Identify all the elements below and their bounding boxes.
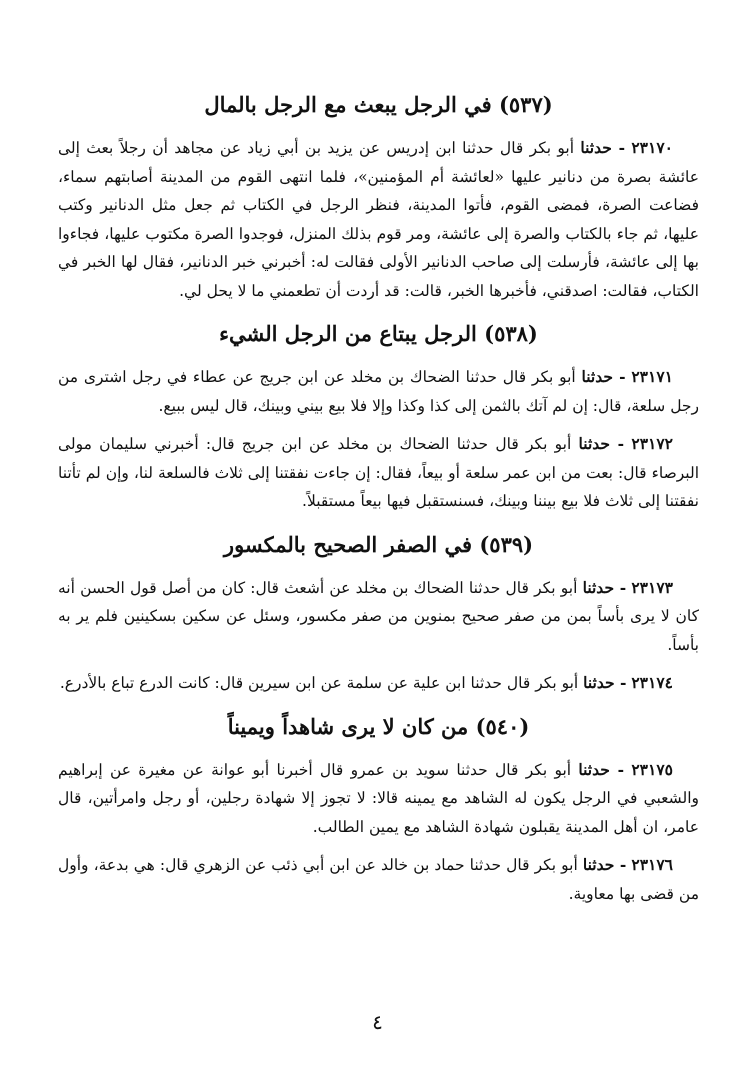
- page-number: ٤: [372, 1010, 383, 1034]
- hadith-number: ٢٣١٧٥: [631, 759, 673, 779]
- chapter-537: [58, 90, 699, 305]
- hadith-lead: - حدثنا: [578, 759, 625, 779]
- hadith-23175: [58, 756, 699, 842]
- hadith-text: أبو بكر قال حدثنا الضحاك بن مخلد عن أشعث قال: كان من أصل قول الحسن أنه كان لا يرى بأساً بمن من صفر صحيح بمنوين من صفر مكسور، وسئل عن سكين بسكينين فلم ير به بأساً.: [58, 578, 699, 654]
- hadith-lead: - حدثنا: [580, 138, 626, 157]
- hadith-number: ٢٣١٧٠: [631, 138, 673, 157]
- hadith-23170: [58, 134, 699, 305]
- hadith-23174: [58, 669, 699, 698]
- page-body: [58, 90, 699, 922]
- hadith-number: ٢٣١٧٤: [631, 673, 673, 692]
- hadith-text: أبو بكر قال حدثنا حماد بن خالد عن ابن أبي ذئب عن الزهري قال: هي بدعة، وأول من قضى بها معاوية.: [58, 856, 699, 903]
- hadith-lead: - حدثنا: [583, 673, 627, 692]
- hadith-number: ٢٣١٧٦: [631, 855, 674, 874]
- hadith-lead: - حدثنا: [578, 434, 625, 453]
- chapter-539: [58, 530, 699, 698]
- hadith-23173: [58, 574, 699, 660]
- hadith-text: أبو بكر قال حدثنا ابن علية عن سلمة عن ابن سيرين قال: كانت الدرع تباع بالأدرع.: [59, 674, 579, 692]
- chapter-title: (٥٣٧) في الرجل يبعث مع الرجل بالمال: [204, 92, 553, 117]
- chapter-title: (٥٣٨) الرجل يبتاع من الرجل الشيء: [219, 321, 538, 346]
- hadith-23172: [58, 430, 699, 516]
- hadith-23171: [58, 363, 699, 420]
- hadith-23176: [58, 851, 699, 908]
- hadith-text: أبو بكر قال حدثنا سويد بن عمرو قال أخبرنا أبو عوانة عن مغيرة عن إبراهيم والشعبي في الرجل يكون له الشاهد مع يمينه قالا: لا تجوز إلا شهادة رجلين، أو رجل وامرأتين، قال عامر، ان أهل المدينة يقبلون شهادة الشاهد مع يمين الطالب.: [58, 760, 699, 836]
- chapter-540: [58, 712, 699, 909]
- hadith-text: أبو بكر قال حدثنا الضحاك بن مخلد عن ابن جريج عن عطاء في رجل اشترى من رجل سلعة، قال: إن لم آتك بالثمن إلى كذا وكذا وإلا فلا بيع بيني وبينك، قال ليس ببيع.: [58, 368, 699, 415]
- hadith-lead: - حدثنا: [582, 855, 627, 874]
- chapter-title: (٥٤٠) من كان لا يرى شاهداً ويميناً: [227, 713, 530, 739]
- chapter-title: (٥٣٩) في الصفر الصحيح بالمكسور: [223, 531, 534, 557]
- hadith-lead: - حدثنا: [581, 367, 626, 386]
- hadith-lead: - حدثنا: [582, 577, 627, 597]
- chapter-538: [58, 319, 699, 516]
- hadith-text: أبو بكر قال حدثنا الضحاك بن مخلد عن ابن جريج قال: أخبرني سليمان مولى البرصاء قال: بعت من ابن عمر سلعة أو بيعاً، فقال: إن جاءت نفقتنا إلى ثلاث فالسلعة لنا، وإن لم تأتنا نفقتنا إلى ثلاث فلا بيع بيننا وبينك، فسنستقبل فيها بيعاً مستقبلاً.: [58, 435, 699, 510]
- hadith-number: ٢٣١٧٣: [631, 577, 673, 597]
- hadith-number: ٢٣١٧١: [631, 367, 673, 386]
- hadith-text: أبو بكر قال حدثنا ابن إدريس عن يزيد بن أبي زياد عن مجاهد أن رجلاً بعث إلى عائشة بصرة من دنانير عليها «لعائشة أم المؤمنين»، فلما انتهى القوم من المدينة أصابتهم سماء، فضاعت الصرة، فمضى القوم، فأتوا المدينة، فنظر الرجل في الكتاب ثم جعل مثل الدنانير وكتب عليها، ثم جاء بالكتاب والصرة إلى عائشة، ومر قوم بذلك المنزل، فوجدوا الصرة مكتوب عليها، فجاءوا بها إلى عائشة، فأرسلت إلى صاحب الدنانير الأولى فقالت له: أخبرني خبر الدنانير، فقال لها الخبر في الكتاب، فقالت: اصدقني، فأخبرها الخبر، قالت: قد أردت أن تطعمني ما لا يحل لي.: [58, 139, 699, 300]
- hadith-number: ٢٣١٧٢: [631, 434, 674, 453]
